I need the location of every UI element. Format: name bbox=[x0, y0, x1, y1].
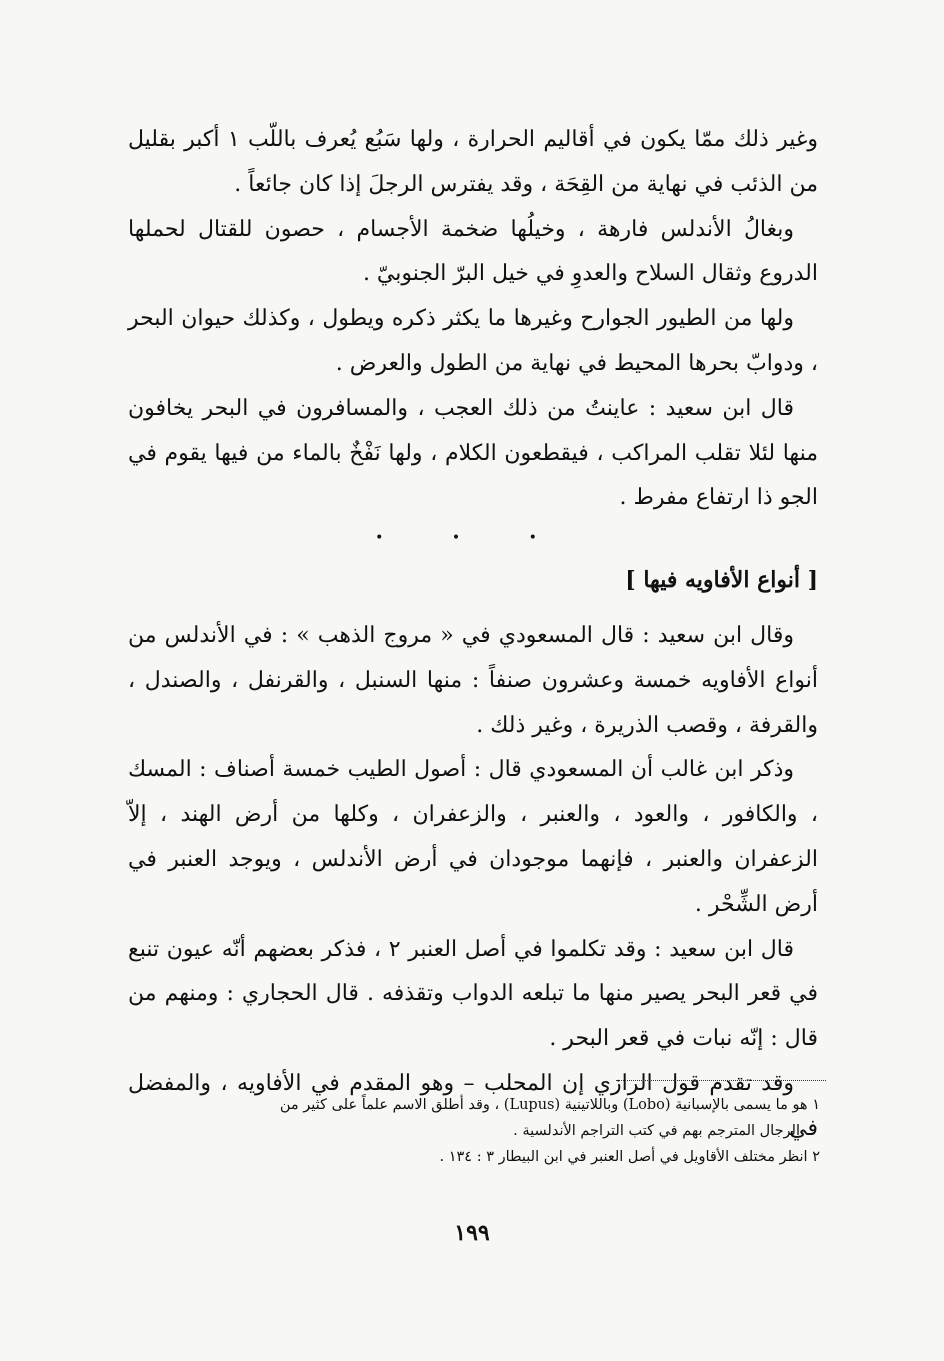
section-heading: [ أنواع الأفاويه فيها ] bbox=[625, 567, 818, 593]
paragraph: قال ابن سعيد : وقد تكلموا في أصل العنبر ٢ ، فذكر بعضهم أنّه عيون تنبع في قعر البحر يصير منها ما تبلعه الدواب وتقذفه . قال الحجاري : ومنهم من قال : إنّه نبات في قعر البحر . bbox=[128, 936, 818, 1052]
footnote-1: ١ هو ما يسمى بالإسبانية (Lobo) وباللاتينية (Lupus) ، وقد أطلق الاسم علماً على كثير من bbox=[279, 1097, 820, 1113]
paragraph: قال ابن سعيد : عاينتُ من ذلك العجب ، والمسافرون في البحر يخافون منها لئلا تقلب المراكب ، فيقطعون الكلام ، ولها نَفْخٌ بالماء من فيها يقوم في الجو ذا ارتفاع مفرط . bbox=[128, 395, 818, 511]
page-number: ١٩٩ bbox=[454, 1220, 490, 1246]
paragraph: وقال ابن سعيد : قال المسعودي في « مروج الذهب » : في الأندلس من أنواع الأفاويه خمسة وعشرون صنفاً : منها السنبل ، والقرنفل ، والصندل ، والقرفة ، وقصب الذريرة ، وغير ذلك . bbox=[128, 623, 818, 738]
footnote-2: ٢ انظر مختلف الأقاويل في أصل العنبر في ابن البيطار ٣ : ١٣٤ . bbox=[439, 1149, 820, 1165]
paragraph: وقد تقدم قول الرازي إن المحلب – وهو المقدم في الأفاويه ، والمفضل في bbox=[128, 1070, 818, 1141]
footnotes bbox=[130, 1092, 820, 1170]
section-separator: • • • bbox=[375, 530, 569, 546]
footnote-divider bbox=[616, 1080, 826, 1081]
footnote-1-continuation: الرجال المترجم بهم في كتب التراجم الأندلسية . bbox=[513, 1123, 800, 1139]
paragraph: ولها من الطيور الجوارح وغيرها ما يكثر ذكره ويطول ، وكذلك حيوان البحر ، ودوابّ بحرها المحيط في نهاية من الطول والعرض . bbox=[128, 306, 818, 376]
paragraph: وذكر ابن غالب أن المسعودي قال : أصول الطيب خمسة أصناف : المسك ، والكافور ، والعود ، والعنبر ، والزعفران ، وكلها من أرض الهند ، إلاّ الزعفران والعنبر ، فإنهما موجودان في أرض الأندلس ، ويوجد العنبر في أرض الشِّحْر . bbox=[128, 757, 818, 917]
body-text-bottom bbox=[128, 614, 818, 1152]
paragraph: وبغالُ الأندلس فارهة ، وخيلُها ضخمة الأجسام ، حصون للقتال لحملها الدروع وثقال السلاح والعدوِ في خيل البرّ الجنوبيّ . bbox=[128, 216, 818, 287]
body-text-top bbox=[128, 118, 818, 521]
paragraph: وغير ذلك ممّا يكون في أقاليم الحرارة ، ولها سَبُع يُعرف باللّب ١ أكبر بقليل من الذئب في نهاية من القِحَة ، وقد يفترس الرجلَ إذا كان جائعاً . bbox=[128, 127, 818, 197]
